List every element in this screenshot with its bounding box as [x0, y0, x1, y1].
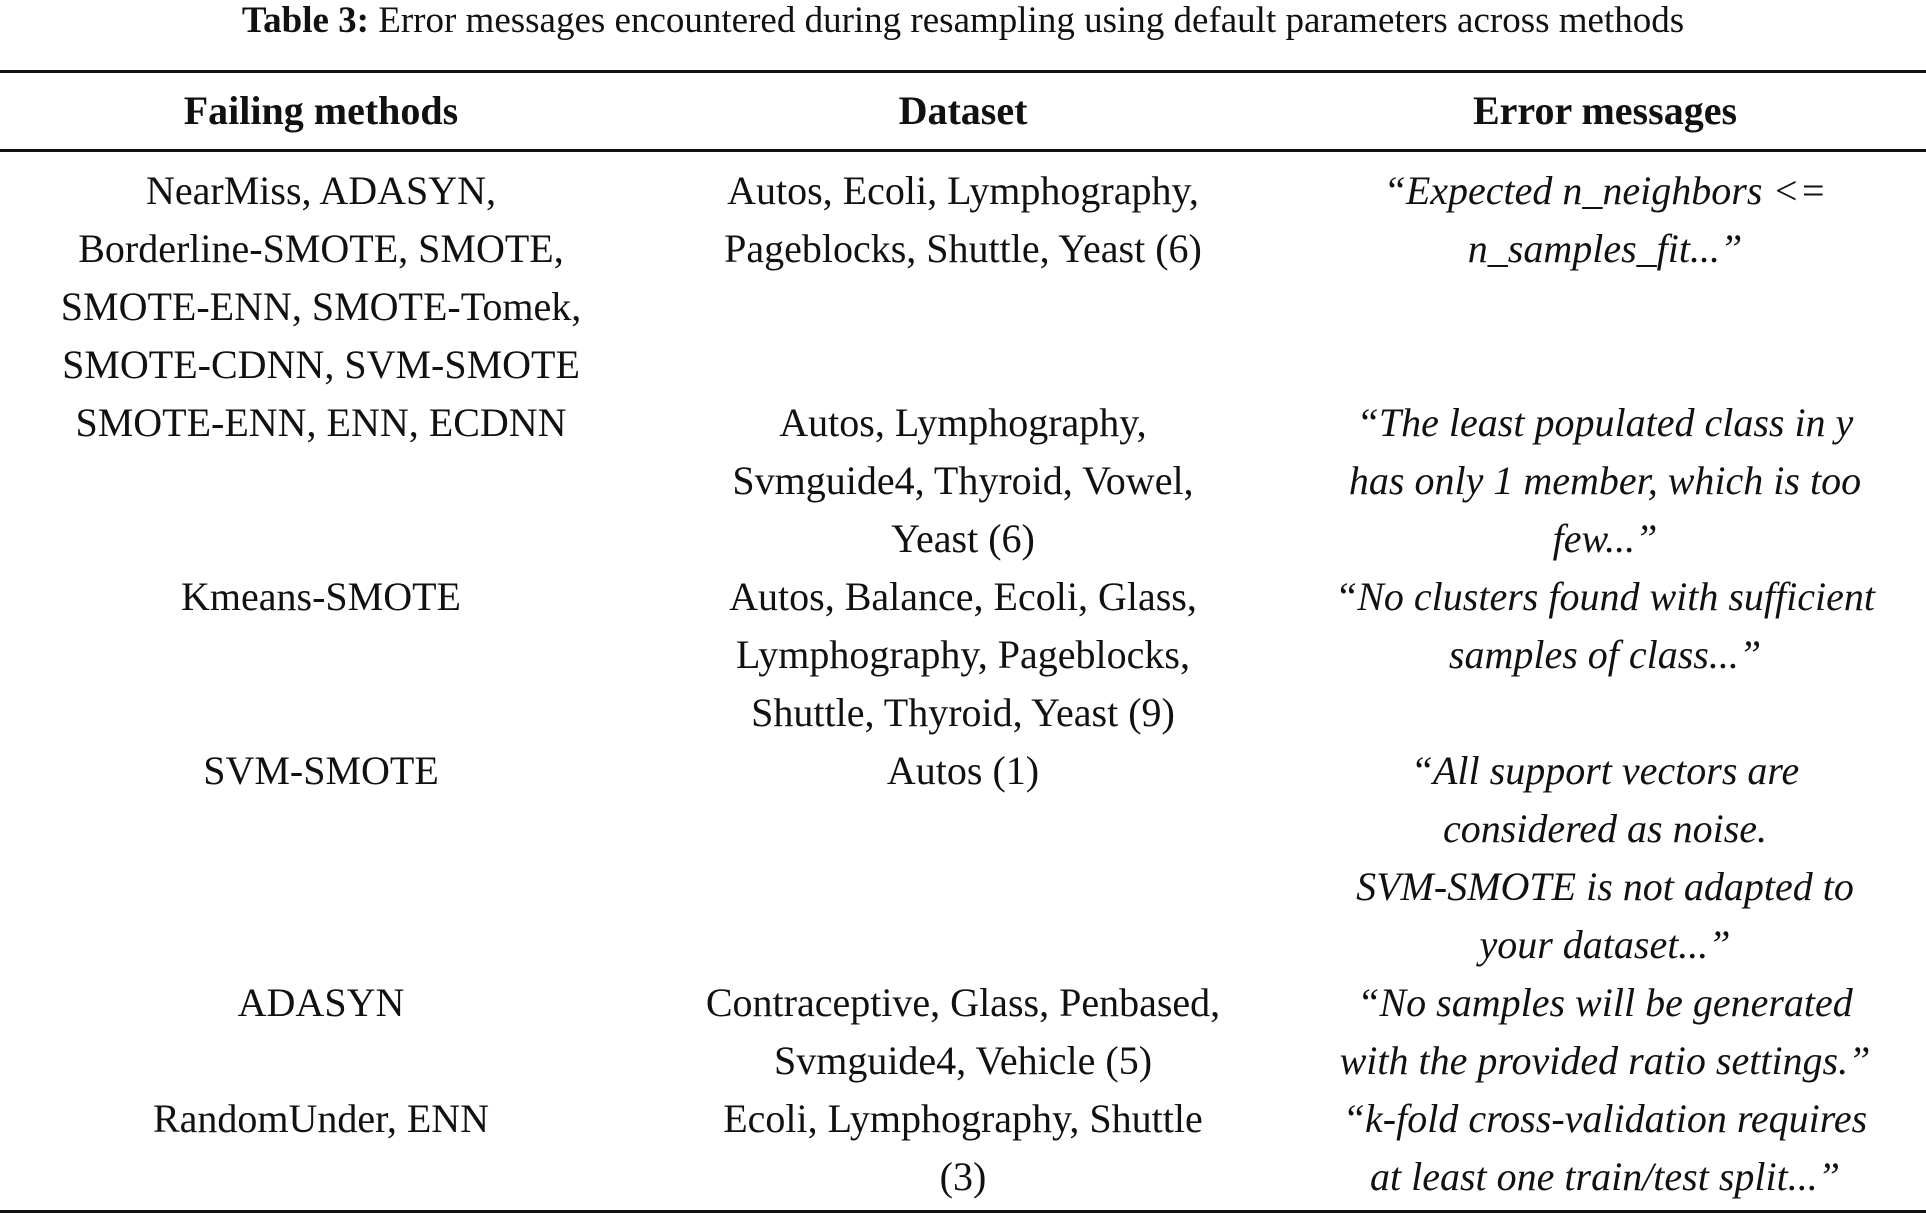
error-message-line: has only 1 member, which is too [1348, 458, 1862, 503]
failing-methods-cell [0, 568, 642, 742]
dataset-line: Ecoli, Lymphography, Shuttle [723, 1096, 1203, 1141]
failing-methods-line: SMOTE-ENN, ENN, ECDNN [75, 400, 567, 445]
failing-methods-cell [0, 1090, 642, 1212]
dataset-line: Autos, Balance, Ecoli, Glass, [729, 574, 1197, 619]
error-message-cell [1284, 1090, 1926, 1212]
error-message-line: “Expected n_neighbors <= [1383, 168, 1827, 213]
failing-methods-cell [0, 974, 642, 1090]
dataset-line: Svmguide4, Vehicle (5) [773, 1038, 1153, 1083]
dataset-line: Shuttle, Thyroid, Yeast (9) [751, 690, 1175, 735]
failing-methods-line: ADASYN [237, 980, 405, 1025]
error-message-line: with the provided ratio settings.” [1339, 1038, 1871, 1083]
failing-methods-cell [0, 394, 642, 568]
dataset-cell [642, 974, 1284, 1090]
failing-methods-line: Kmeans-SMOTE [181, 574, 461, 619]
table-row [0, 151, 1926, 395]
table-header [0, 72, 1926, 151]
dataset-line: Contraceptive, Glass, Penbased, [705, 980, 1221, 1025]
table-body [0, 151, 1926, 1212]
dataset-cell [642, 742, 1284, 974]
error-message-line: considered as noise. [1442, 806, 1768, 851]
failing-methods-line: SMOTE-CDNN, SVM-SMOTE [62, 342, 580, 387]
dataset-cell [642, 1090, 1284, 1212]
failing-methods-cell [0, 151, 642, 395]
table-row [0, 394, 1926, 568]
error-messages-table [0, 70, 1926, 1213]
dataset-line: Autos, Lymphography, [779, 400, 1147, 445]
caption-label: Table 3: [241, 0, 369, 41]
dataset-line: Pageblocks, Shuttle, Yeast (6) [724, 226, 1202, 271]
failing-methods-line: SVM-SMOTE [203, 748, 439, 793]
dataset-line: Lymphography, Pageblocks, [735, 632, 1190, 677]
error-message-line: n_samples_fit...” [1467, 226, 1743, 271]
error-message-line: samples of class...” [1448, 632, 1762, 677]
error-message-cell [1284, 568, 1926, 742]
table-row [0, 742, 1926, 974]
error-message-line: “All support vectors are [1410, 748, 1800, 793]
header-row [0, 72, 1926, 151]
dataset-line: Svmguide4, Thyroid, Vowel, [732, 458, 1194, 503]
failing-methods-line: Borderline-SMOTE, SMOTE, [78, 226, 564, 271]
header-failing-methods: Failing methods [183, 88, 459, 133]
dataset-cell [642, 568, 1284, 742]
header-error-messages: Error messages [1472, 88, 1738, 133]
dataset-cell [642, 394, 1284, 568]
error-message-line: SVM-SMOTE is not adapted to [1356, 864, 1854, 909]
failing-methods-line: RandomUnder, ENN [152, 1096, 490, 1141]
failing-methods-line: SMOTE-ENN, SMOTE-Tomek, [60, 284, 582, 329]
caption-text: Error messages encountered during resampling using default parameters across methods [368, 0, 1685, 41]
error-message-line: “No clusters found with sufficient [1334, 574, 1876, 619]
error-message-cell [1284, 742, 1926, 974]
error-message-line: your dataset...” [1479, 922, 1731, 967]
error-message-line: “The least populated class in y [1356, 400, 1854, 445]
failing-methods-line: NearMiss, ADASYN, [146, 168, 496, 213]
table-row [0, 568, 1926, 742]
error-message-line: “No samples will be generated [1357, 980, 1853, 1025]
dataset-cell [642, 151, 1284, 395]
dataset-line: Autos, Ecoli, Lymphography, [727, 168, 1199, 213]
dataset-line: Yeast (6) [891, 516, 1035, 561]
error-message-cell [1284, 151, 1926, 395]
error-message-line: at least one train/test split...” [1369, 1154, 1841, 1199]
table-row [0, 974, 1926, 1090]
dataset-line: Autos (1) [886, 748, 1040, 793]
error-message-cell [1284, 394, 1926, 568]
table-row [0, 1090, 1926, 1212]
dataset-line: (3) [939, 1154, 987, 1199]
error-message-cell [1284, 974, 1926, 1090]
error-message-line: “k-fold cross-validation requires [1342, 1096, 1868, 1141]
header-dataset: Dataset [898, 88, 1028, 133]
table-caption [0, 0, 1926, 42]
error-message-line: few...” [1552, 516, 1658, 561]
failing-methods-cell [0, 742, 642, 974]
